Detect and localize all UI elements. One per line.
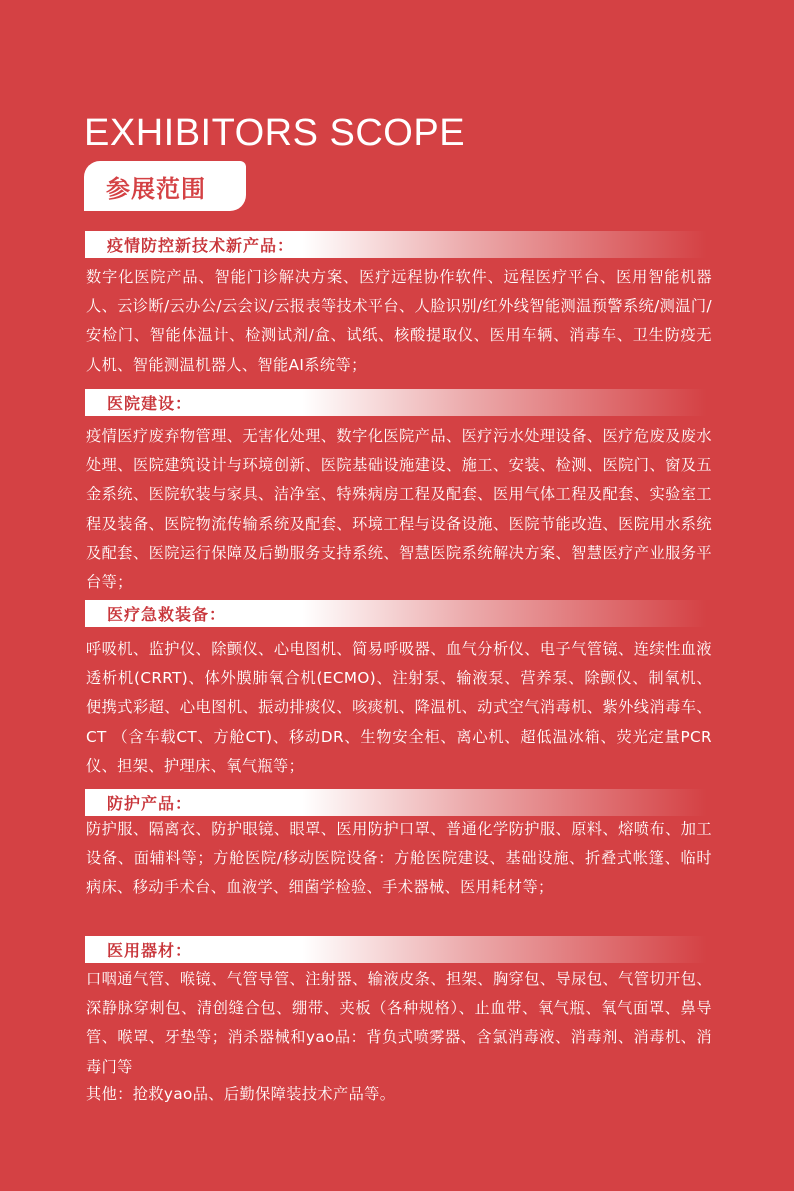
section-head-epidemic [85, 231, 707, 258]
section-title-hospital: 医院建设： [107, 394, 193, 413]
section-title-equipment: 医用器材： [107, 941, 193, 960]
section-head-protection [85, 789, 707, 816]
title-cn-badge [84, 161, 246, 211]
section-body-hospital: 疫情医疗废弃物管理、无害化处理、数字化医院产品、医疗污水处理设备、医疗危废及废水处理、医院建筑设计与环境创新、医院基础设施建设、施工、安装、检测、医院门、窗及五金系统、医院软装与家具、洁净室、特殊病房工程及配套、医用气体工程及配套、实验室工程及装备、医院物流传输系统及配套、环境工程与设备设施、医院节能改造、医院用水系统及配套、医院运行保障及后勤服务支持系统、智慧医院系统解决方案、智慧医疗产业服务平台等； [86, 427, 712, 592]
title-cn: 参展范围 [106, 175, 206, 203]
section-body-emergency: 呼吸机、监护仪、除颤仪、心电图机、简易呼吸器、血气分析仪、电子气管镜、连续性血液透析机(CRRT)、体外膜肺氧合机(ECMO)、注射泵、输液泵、营养泵、除颤仪、制氧机、便携式彩超、心电图机、振动排痰仪、咳痰机、降温机、动式空气消毒机、紫外线消毒车、CT （含车载CT、方舱CT)、移动DR、生物安全柜、离心机、超低温冰箱、荧光定量PCR仪、担架、护理床、氧气瓶等； [86, 640, 712, 775]
section-title-protection: 防护产品： [107, 794, 193, 813]
section-body-epidemic: 数字化医院产品、智能门诊解决方案、医疗远程协作软件、远程医疗平台、医用智能机器人、云诊断/云办公/云会议/云报表等技术平台、人脸识别/红外线智能测温预警系统/测温门/安检门、智能体温计、检测试剂/盒、试纸、核酸提取仪、医用车辆、消毒车、卫生防疫无人机、智能测温机器人、智能AI系统等； [86, 268, 712, 374]
section-title-emergency: 医疗急救装备： [107, 605, 227, 624]
section-body-protection: 防护服、隔离衣、防护眼镜、眼罩、医用防护口罩、普通化学防护服、原料、熔喷布、加工设备、面辅料等；方舱医院/移动医院设备：方舱医院建设、基础设施、折叠式帐篷、临时病床、移动手术台、血液学、细菌学检验、手术器械、医用耗材等； [86, 820, 712, 897]
section-head-emergency [85, 600, 707, 627]
title-en: EXHIBITORS SCOPE [84, 112, 466, 154]
section-head-equipment [85, 936, 707, 963]
section-head-hospital [85, 389, 707, 416]
other-note: 其他：抢救yao品、后勤保障装技术产品等。 [86, 1085, 396, 1103]
section-body-equipment: 口咽通气管、喉镜、气管导管、注射器、输液皮条、担架、胸穿包、导尿包、气管切开包、深静脉穿刺包、清创缝合包、绷带、夹板（各种规格）、止血带、氧气瓶、氧气面罩、鼻导管、喉罩、牙垫等；消杀器械和yao品：背负式喷雾器、含氯消毒液、消毒剂、消毒机、消毒门等 [86, 970, 712, 1076]
section-title-epidemic: 疫情防控新技术新产品： [107, 236, 295, 255]
